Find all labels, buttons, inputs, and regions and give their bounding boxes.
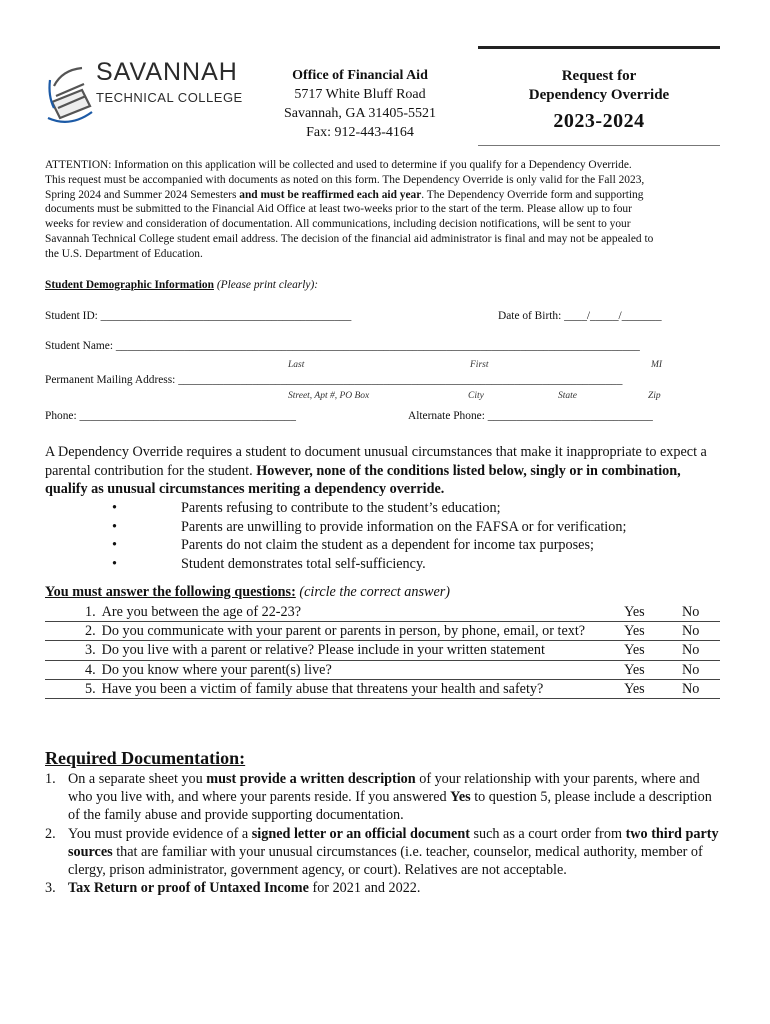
office-address-block [262,66,458,142]
answer-no-option[interactable]: No [661,641,720,660]
answer-yes-option[interactable]: Yes [607,603,661,622]
date-of-birth-field[interactable]: Date of Birth: ____/_____/_______ [498,310,662,322]
attention-text: . The Dependency Override form and supporting [421,188,644,201]
list-item-number: 2. [45,825,56,842]
list-item-number: 1. [45,771,56,787]
mailing-address-field[interactable]: Permanent Mailing Address: ______________________________________________________________________________ [45,374,623,386]
attention-line [45,188,723,203]
list-item-text [68,825,725,880]
question-text: Do you communicate with your parent or parents in person, by phone, email, or text? [96,622,608,641]
table-row [45,660,720,679]
answer-no-option[interactable]: No [661,603,720,622]
attention-line: This request must be accompanied with documents as noted on this form. The Dependency Override is only valid for the Fall 2023, [45,173,645,186]
question-text: Do you live with a parent or relative? Please include in your written statement [96,641,608,660]
list-item-text [68,770,725,825]
table-row [45,622,720,641]
request-title-box [478,46,720,146]
demographic-heading-note: (Please print clearly): [213,279,319,291]
override-intro-paragraph [45,443,725,499]
logo-subtitle: TECHNICAL COLLEGE [96,90,243,105]
list-item-text: Parents do not claim the student as a dependent for income tax purposes; [181,537,594,553]
doc-bold-text: Tax Return or proof of Untaxed Income [68,880,309,897]
request-title-line-2: Dependency Override [528,87,670,103]
first-name-caption: First [470,360,489,370]
attention-line: documents must be submitted to the Financial Aid Office at least two-weeks prior to the start of the term. Please allow up to four [45,203,632,216]
state-caption: State [558,391,577,401]
city-caption: City [468,391,484,401]
demographic-heading [45,279,318,291]
list-item [112,499,626,518]
list-item [112,555,626,574]
aid-year: 2023-2024 [553,110,645,132]
answer-no-option[interactable]: No [661,660,720,679]
doc-text: for 2021 and 2022. [308,880,421,897]
request-title [478,67,720,105]
attention-line: the U.S. Department of Education. [45,247,203,260]
bullet-icon: • [112,537,117,553]
list-item [45,825,725,880]
question-number: 5. [45,679,96,698]
list-item-number: 3. [45,880,56,897]
street-caption: Street, Apt #, PO Box [288,391,370,401]
doc-text: to question 5, please include a description of the family abuse and provide supporting documentation. [68,789,712,824]
list-item-text: Student demonstrates total self-sufficiency. [181,555,426,572]
question-number: 1. [45,603,96,622]
list-item-text: Parents are unwilling to provide information on the FAFSA or for verification; [181,518,627,535]
logo-wordmark: SAVANNAH [96,58,238,86]
question-text: Are you between the age of 22-23? [96,603,608,622]
student-name-field[interactable]: Student Name: ____________________________________________________________________________________________ [45,340,640,352]
list-item [112,536,626,555]
list-item [112,518,626,537]
doc-bold-text: must provide a written description [206,771,416,787]
table-row [45,679,720,698]
bullet-icon: • [112,555,117,572]
fax-number: Fax: 912-443-4164 [306,125,414,140]
answer-yes-option[interactable]: Yes [607,660,661,679]
question-number: 2. [45,622,96,641]
address-line-2: Savannah, GA 31405-5521 [283,106,437,121]
table-row [45,641,720,660]
answer-no-option[interactable]: No [661,679,720,698]
student-id-field[interactable]: Student ID: ____________________________________________ [45,310,352,322]
required-documentation-list [45,770,725,897]
bullet-icon: • [112,518,117,535]
list-item-text: Parents refusing to contribute to the student’s education; [181,500,501,516]
last-name-caption: Last [288,360,305,370]
doc-text: such as a court order from [469,825,626,842]
doc-bold-text: Yes [450,789,471,806]
alternate-phone-field[interactable]: Alternate Phone: _____________________________ [408,410,653,422]
attention-text: Spring 2024 and Summer 2024 Semesters [45,188,240,201]
demographic-heading-title: Student Demographic Information [45,279,214,291]
attention-line: weeks for review and consideration of documentation. All communications, including decision notifications, will be sent to your [45,218,631,231]
answer-yes-option[interactable]: Yes [607,641,661,660]
attention-line: ATTENTION: Information on this application will be collected and used to determine if you qualify for a Dependency Override. [45,159,632,171]
attention-paragraph [45,158,723,262]
bullet-icon: • [112,500,117,516]
doc-text: On a separate sheet you [68,771,207,787]
attention-bold-text: and must be reaffirmed each aid year [239,188,422,201]
office-name: Office of Financial Aid [292,68,428,83]
phone-field[interactable]: Phone: ______________________________________ [45,410,296,422]
question-text: Do you know where your parent(s) live? [96,660,608,679]
question-text: Have you been a victim of family abuse that threatens your health and safety? [96,679,608,698]
questions-table [45,603,720,699]
intro-text: A Dependency Override requires a student to document unusual circumstances that make it inappropriate to expect a parental contribution for the student. [45,444,707,479]
doc-bold-text: signed letter or an official document [251,825,470,842]
questions-heading [45,584,450,601]
doc-text: You must provide evidence of a [68,825,252,842]
list-item-text [68,879,420,897]
middle-initial-caption: MI [651,360,663,370]
doc-bold-text: two third party sources [68,825,719,860]
request-title-line-1: Request for [561,68,637,84]
attention-line: Savannah Technical College student email address. The decision of the financial aid administrator is final and may not be appealed to [45,232,654,245]
answer-yes-option[interactable]: Yes [607,679,661,698]
zip-caption: Zip [648,391,661,401]
intro-bold-text: However, none of the conditions listed below, singly or in combination, qualify as unusual circumstances meriting a dependency override. [45,462,681,497]
questions-heading-title: You must answer the following questions: [45,584,296,600]
questions-heading-note: (circle the correct answer) [295,584,450,600]
list-item [45,770,725,825]
doc-text: that are familiar with your unusual circumstances (i.e. teacher, counselor, medical authority, member of clergy, prison administrator, government agency, or court). Relatives are not acceptable. [68,843,703,879]
address-line-1: 5717 White Bluff Road [294,87,426,102]
doc-text: of your relationship with your parents, where and who you live with, and where your parents reside. If you answered [68,771,700,806]
required-documentation-heading: Required Documentation: [45,748,246,768]
conditions-list [112,499,626,573]
list-item [45,879,725,897]
question-number: 3. [45,641,96,660]
answer-no-option[interactable]: No [661,622,720,641]
table-row [45,603,720,622]
answer-yes-option[interactable]: Yes [607,622,661,641]
question-number: 4. [45,660,96,679]
